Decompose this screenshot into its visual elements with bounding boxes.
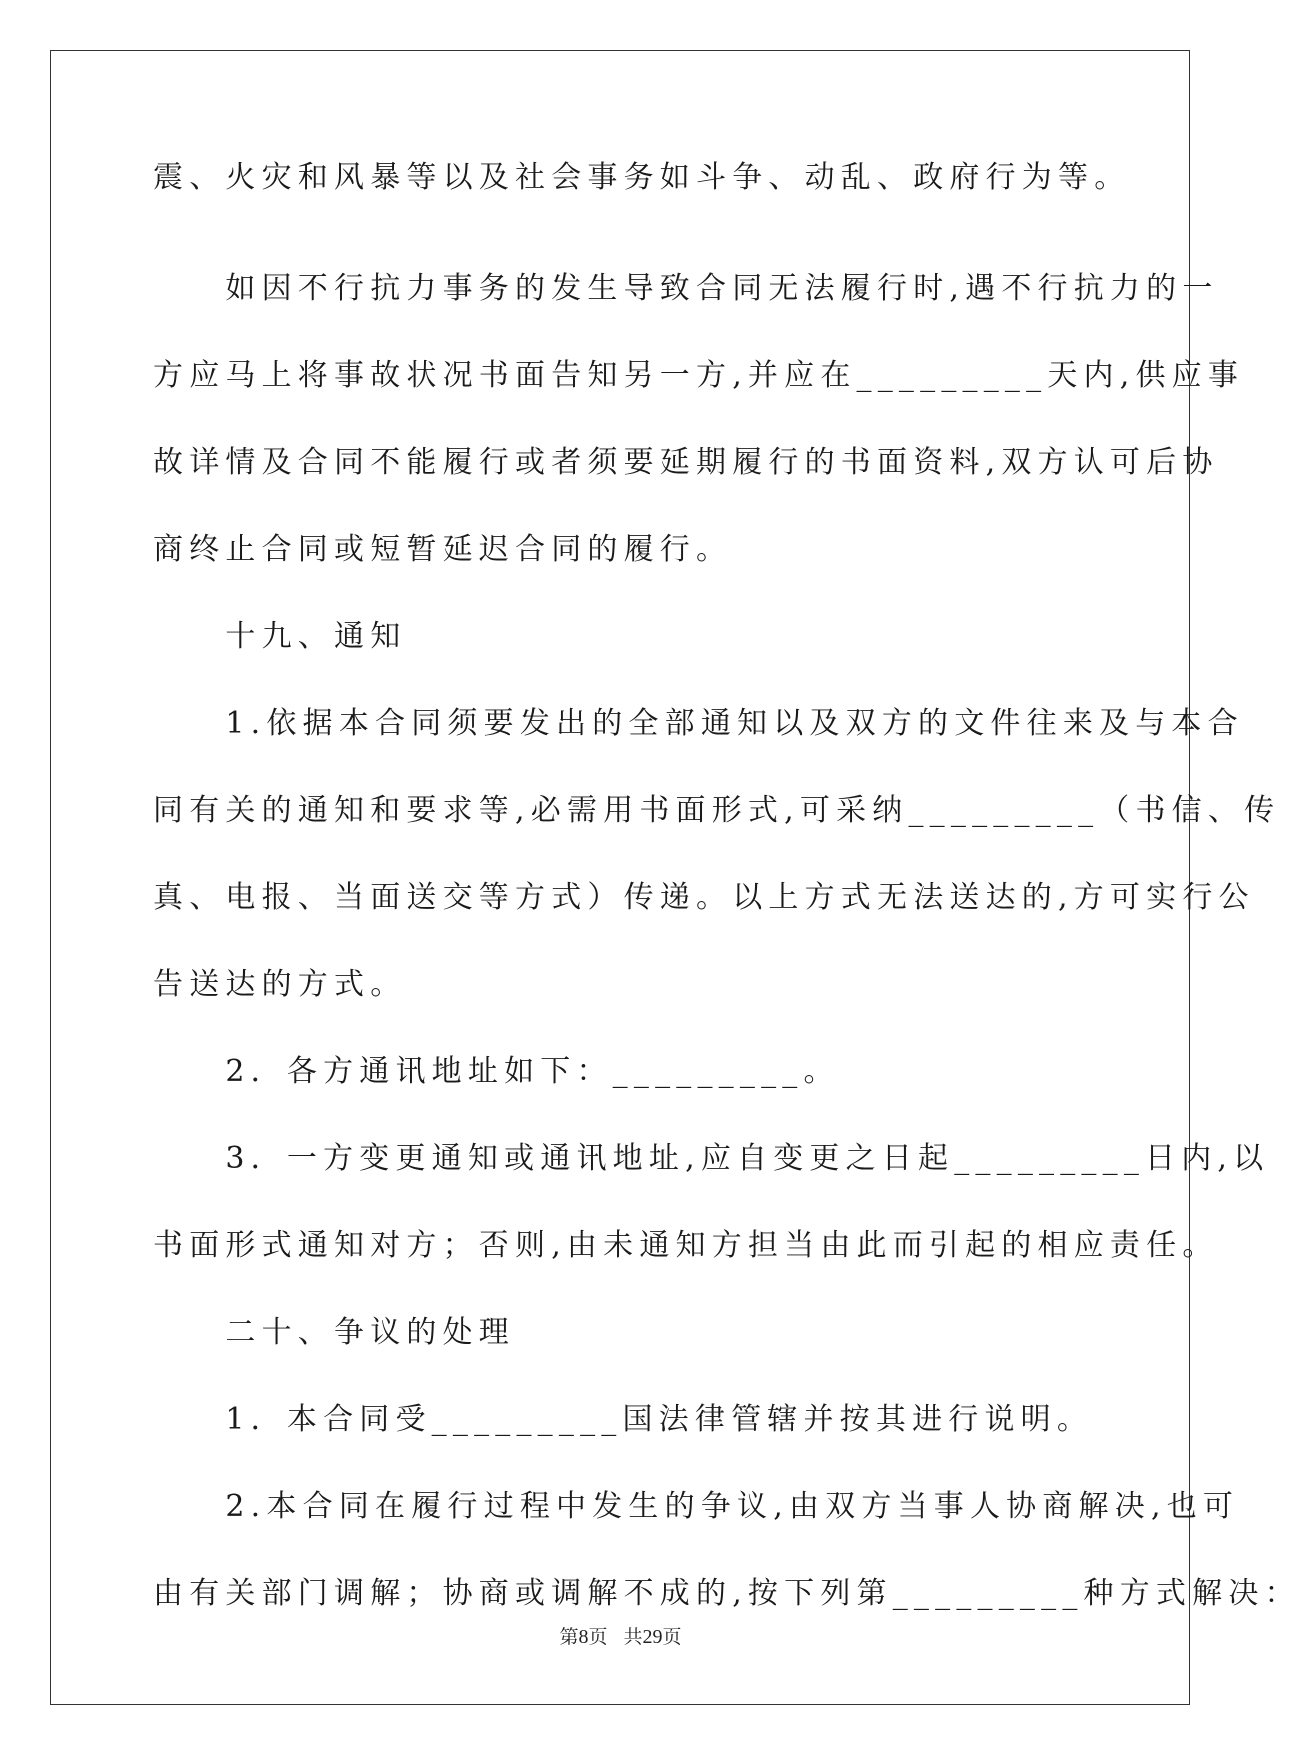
text-line: 告送达的方式。: [153, 967, 407, 1002]
text-line: 由有关部门调解；协商或调解不成的,按下列第_________种方式解决：: [153, 1576, 1301, 1611]
text-line: 1.依据本合同须要发出的全部通知以及双方的文件往来及与本合: [153, 706, 1244, 741]
total-suffix: 页: [662, 1626, 682, 1648]
page-prefix: 第: [559, 1626, 579, 1648]
total-prefix: 共: [623, 1626, 643, 1648]
document-body: [153, 158, 1301, 1637]
text-line: 故详情及合同不能履行或者须要延期履行的书面资料,双方认可后协: [153, 445, 1219, 480]
page-suffix: 页: [588, 1626, 608, 1648]
text-line: 2．各方通讯地址如下：_________。: [153, 1054, 840, 1089]
section-heading: 二十、争议的处理: [153, 1315, 515, 1350]
text-line: 同有关的通知和要求等,必需用书面形式,可采纳_________（书信、传: [153, 793, 1281, 828]
page-total: 29: [642, 1626, 663, 1648]
text-line: 如因不行抗力事务的发生导致合同无法履行时,遇不行抗力的一: [153, 271, 1219, 306]
text-line: 商终止合同或短暂延迟合同的履行。: [153, 532, 733, 567]
text-line: 书面形式通知对方；否则,由未通知方担当由此而引起的相应责任。: [153, 1228, 1219, 1263]
text-line: 1．本合同受_________国法律管辖并按其进行说明。: [153, 1402, 1094, 1437]
text-line: 震、火灾和风暴等以及社会事务如斗争、动乱、政府行为等。: [153, 160, 1131, 195]
text-line: 方应马上将事故状况书面告知另一方,并应在_________天内,供应事: [153, 358, 1245, 393]
page-footer: [0, 1622, 1241, 1649]
text-line: 3．一方变更通知或通讯地址,应自变更之日起_________日内,以: [153, 1141, 1270, 1176]
page-number: 8: [578, 1626, 589, 1648]
text-line: 真、电报、当面送交等方式）传递。以上方式无法送达的,方可实行公: [153, 880, 1255, 915]
text-line: 2.本合同在履行过程中发生的争议,由双方当事人协商解决,也可: [153, 1489, 1240, 1524]
section-heading: 十九、通知: [153, 619, 407, 654]
